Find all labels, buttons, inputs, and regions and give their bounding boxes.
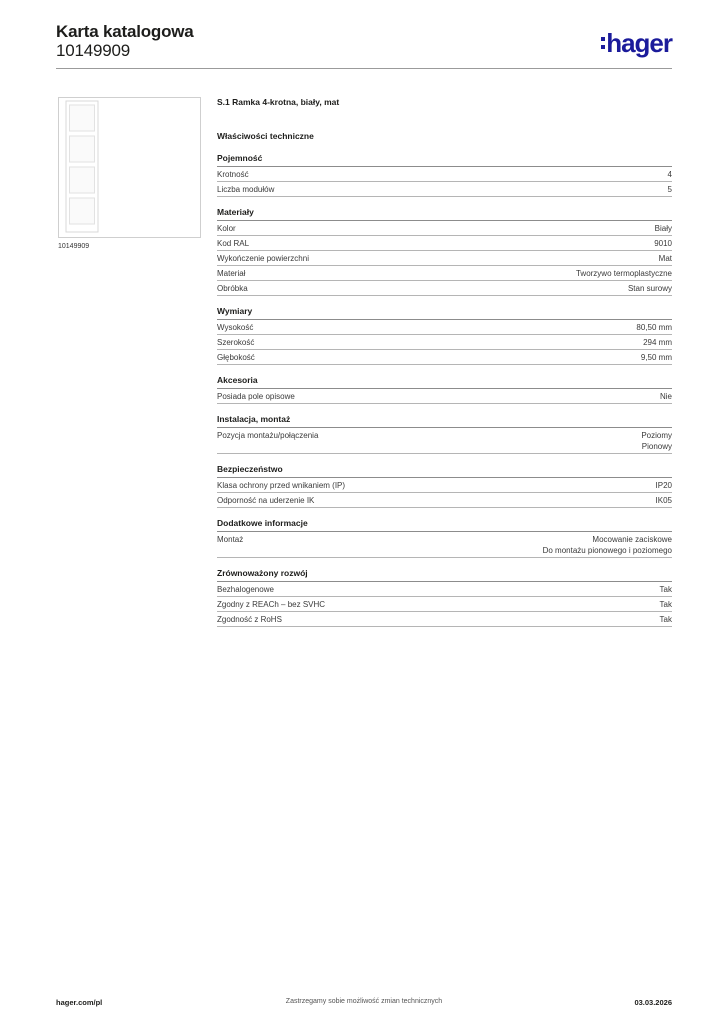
spec-value-line: Tak [659,585,672,594]
spec-value-line: Mat [658,254,672,263]
spec-label: Kod RAL [217,239,250,248]
spec-value [660,584,672,595]
spec-value-line: Nie [659,392,672,401]
product-name: S.1 Ramka 4-krotna, biały, mat [217,97,340,107]
section-title: Materiały [217,207,672,221]
spec-section [217,414,672,454]
spec-value [641,430,672,452]
spec-value [660,391,672,402]
spec-row [217,251,672,266]
spec-value [654,238,672,249]
spec-value [576,268,672,279]
spec-value [628,283,672,294]
spec-label: Posiada pole opisowe [217,392,295,401]
technical-properties-heading: Właściwości techniczne [217,131,314,141]
spec-value [668,169,672,180]
spec-section [217,518,672,558]
spec-value [660,614,672,625]
spec-value [636,322,672,333]
spec-row [217,350,672,365]
section-title: Akcesoria [217,375,672,389]
spec-value [655,223,672,234]
spec-value-line: Tak [659,615,672,624]
footer-date: 03.03.2026 [634,998,672,1007]
spec-value [656,480,672,491]
spec-value [641,352,672,363]
spec-label: Montaż [217,535,244,544]
spec-label: Pozycja montażu/połączenia [217,431,319,440]
logo-dots-icon [601,35,605,51]
spec-row [217,320,672,335]
spec-section [217,464,672,508]
hager-logo [601,28,672,58]
spec-row [217,478,672,493]
spec-value-line: IP20 [655,481,672,490]
section-title: Bezpieczeństwo [217,464,672,478]
spec-label: Kolor [217,224,236,233]
spec-row [217,335,672,350]
page-header [56,20,672,68]
spec-value [659,253,672,264]
image-caption: 10149909 [58,243,90,250]
spec-value-line: Pionowy [641,442,672,451]
document-title: Karta katalogowa [56,22,194,41]
spec-row [217,167,672,182]
spec-row [217,221,672,236]
spec-value-line: 294 mm [643,338,672,347]
spec-label: Szerokość [217,338,255,347]
logo-text: hager [606,28,672,58]
spec-section [217,306,672,365]
spec-value-line: 4 [667,170,672,179]
spec-row [217,281,672,296]
product-image [58,97,201,238]
spec-value [660,599,672,610]
footer-disclaimer: Zastrzegamy sobie możliwość zmian technicznych [285,998,443,1005]
spec-value-line: 9010 [654,239,672,248]
footer-website: hager.com/pl [56,998,103,1007]
spec-label: Odporność na uderzenie IK [217,496,315,505]
spec-value-line: Biały [654,224,672,233]
spec-row [217,532,672,558]
spec-label: Głębokość [217,353,255,362]
spec-value [668,184,672,195]
spec-value-line: Tak [659,600,672,609]
spec-label: Klasa ochrony przed wnikaniem (IP) [217,481,346,490]
section-title: Dodatkowe informacje [217,518,672,532]
spec-label: Bezhalogenowe [217,585,274,594]
spec-row [217,236,672,251]
spec-row [217,182,672,197]
spec-label: Obróbka [217,284,248,293]
spec-label: Wykończenie powierzchni [217,254,309,263]
spec-row [217,582,672,597]
section-title: Pojemność [217,153,672,167]
spec-label: Materiał [217,269,246,278]
spec-label: Zgodny z REACh – bez SVHC [217,600,326,609]
header-divider [56,68,672,69]
spec-value-line: Stan surowy [627,284,672,293]
spec-label: Wysokość [217,323,254,332]
page-footer [56,998,672,1010]
section-title: Instalacja, montaż [217,414,672,428]
spec-value-line: Poziomy [641,431,672,440]
section-title: Zrównoważony rozwój [217,568,672,582]
spec-value [643,337,672,348]
spec-value-line: 9,50 mm [640,353,672,362]
spec-row [217,597,672,612]
spec-value-line: Mocowanie zaciskowe [592,535,672,544]
spec-value-line: 80,50 mm [636,323,672,332]
spec-section [217,568,672,627]
spec-row [217,266,672,281]
spec-section [217,153,672,197]
spec-value-line: 5 [667,185,672,194]
specification-content [217,97,672,637]
four-gang-frame-illustration [59,98,200,237]
spec-value [656,495,672,506]
spec-section [217,375,672,404]
spec-label: Liczba modułów [217,185,275,194]
spec-row [217,428,672,454]
spec-value-line: Tworzywo termoplastyczne [575,269,672,278]
spec-label: Zgodność z RoHS [217,615,282,624]
spec-label: Krotność [217,170,249,179]
section-title: Wymiary [217,306,672,320]
spec-sections [217,153,672,627]
spec-row [217,389,672,404]
spec-row [217,493,672,508]
document-number: 10149909 [56,41,131,60]
spec-value-line: Do montażu pionowego i poziomego [542,546,672,555]
spec-value-line: IK05 [655,496,672,505]
spec-section [217,207,672,296]
spec-value [543,534,672,556]
spec-row [217,612,672,627]
